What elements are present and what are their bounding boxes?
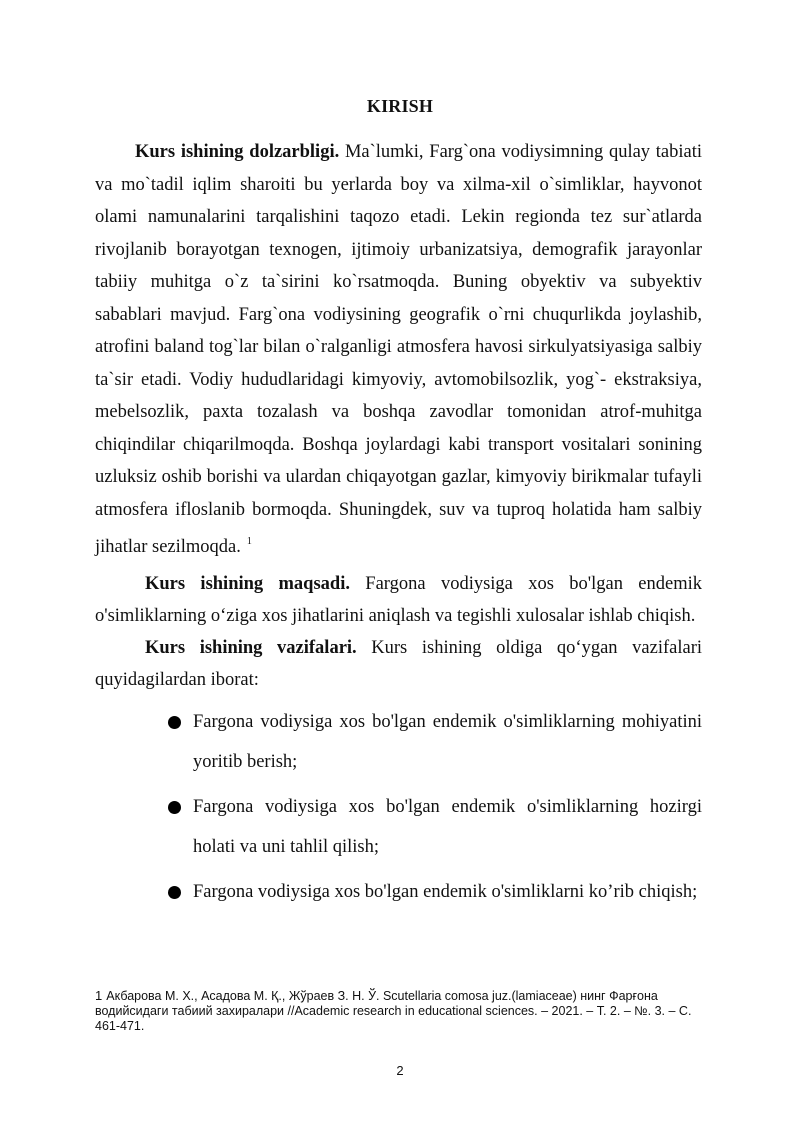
tasks-text: Kurs ishining oldiga qo‘ygan vazifalari quyidagilardan iborat: (95, 638, 702, 690)
bullet-icon (168, 716, 181, 729)
footnote-reference[interactable]: 1 (246, 536, 252, 547)
bullet-icon (168, 801, 181, 814)
footnote (95, 988, 707, 1034)
tasks-label: Kurs ishining vazifalari. (145, 638, 357, 658)
relevance-label: Kurs ishining dolzarbligi. (135, 142, 340, 162)
relevance-text: Ma`lumki, Farg`ona vodiysimning qulay tabiati va mo`tadil iqlim sharoiti bu yerlarda boy va xilma-xil o`simliklar, hayvonot olami namunalarini tarqalishini taqozo etadi. Lekin regionda tez sur`atlarda rivojlanib borayotgan texnogen, ijtimoiy urbanizatsiya, demografik jarayonlar tabiiy muhitga o`z ta`sirini ko`rsatmoqda. Buning obyektiv va subyektiv sabablari mavjud. Farg`ona vodiysining geografik o`rni chuqurlikda joylashib, atrofini baland tog`lar bilan o`ralganligi atmosfera havosi sirkulyatsiyasiga salbiy ta`sir etadi. Vodiy hududlaridagi kimyoviy, avtomobilsozlik, yog`- ekstraksiya, mebelsozlik, paxta tozalash va boshqa zavodlar tomonidan atrof-muhitga chiqindilar chiqarilmoqda. Boshqa joylardagi kabi transport vositalari sonining uzluksiz oshib borishi va ulardan chiqayotgan gazlar, kimyoviy birikmalar tufayli atmosfera ifloslanib bormoqda. Shuningdek, suv va tuproq holatida ham salbiy jihatlar sezilmoqda. (95, 142, 703, 557)
page-title: KIRISH (366, 96, 434, 116)
list-item-text: Fargona vodiysiga xos bo'lgan endemik o'simliklarni ko’rib chiqish; (193, 882, 698, 902)
list-item-text: Fargona vodiysiga xos bo'lgan endemik o'simliklarning hozirgi holati va uni tahlil qilish; (193, 797, 702, 857)
footnote-text: Акбарова М. Х., Асадова М. Қ., Жўраев З. Н. Ў. Scutellaria comosa juz.(lamiaceae) нинг Фарғона водийсидаги табиий захиралари //Academic research in educational sciences. – 2021. – Т. 2. – №. 3. – С. 461-471. (95, 989, 692, 1033)
list-item (166, 787, 702, 867)
bullet-icon (168, 886, 181, 899)
relevance-paragraph (95, 136, 702, 564)
tasks-list (166, 702, 702, 917)
goal-paragraph (95, 568, 702, 632)
goal-text: Fargona vodiysiga xos bo'lgan endemik o'simliklarning o‘ziga xos jihatlarini aniqlash va tegishli xulosalar ishlab chiqish. (95, 574, 702, 626)
list-item (166, 872, 702, 912)
tasks-paragraph (95, 632, 702, 696)
page-number: 2 (396, 1063, 404, 1078)
footnote-number: 1 (95, 988, 103, 1003)
goal-label: Kurs ishining maqsadi. (145, 574, 350, 594)
list-item-text: Fargona vodiysiga xos bo'lgan endemik o'simliklarning mohiyatini yoritib berish; (193, 712, 702, 772)
list-item (166, 702, 702, 782)
